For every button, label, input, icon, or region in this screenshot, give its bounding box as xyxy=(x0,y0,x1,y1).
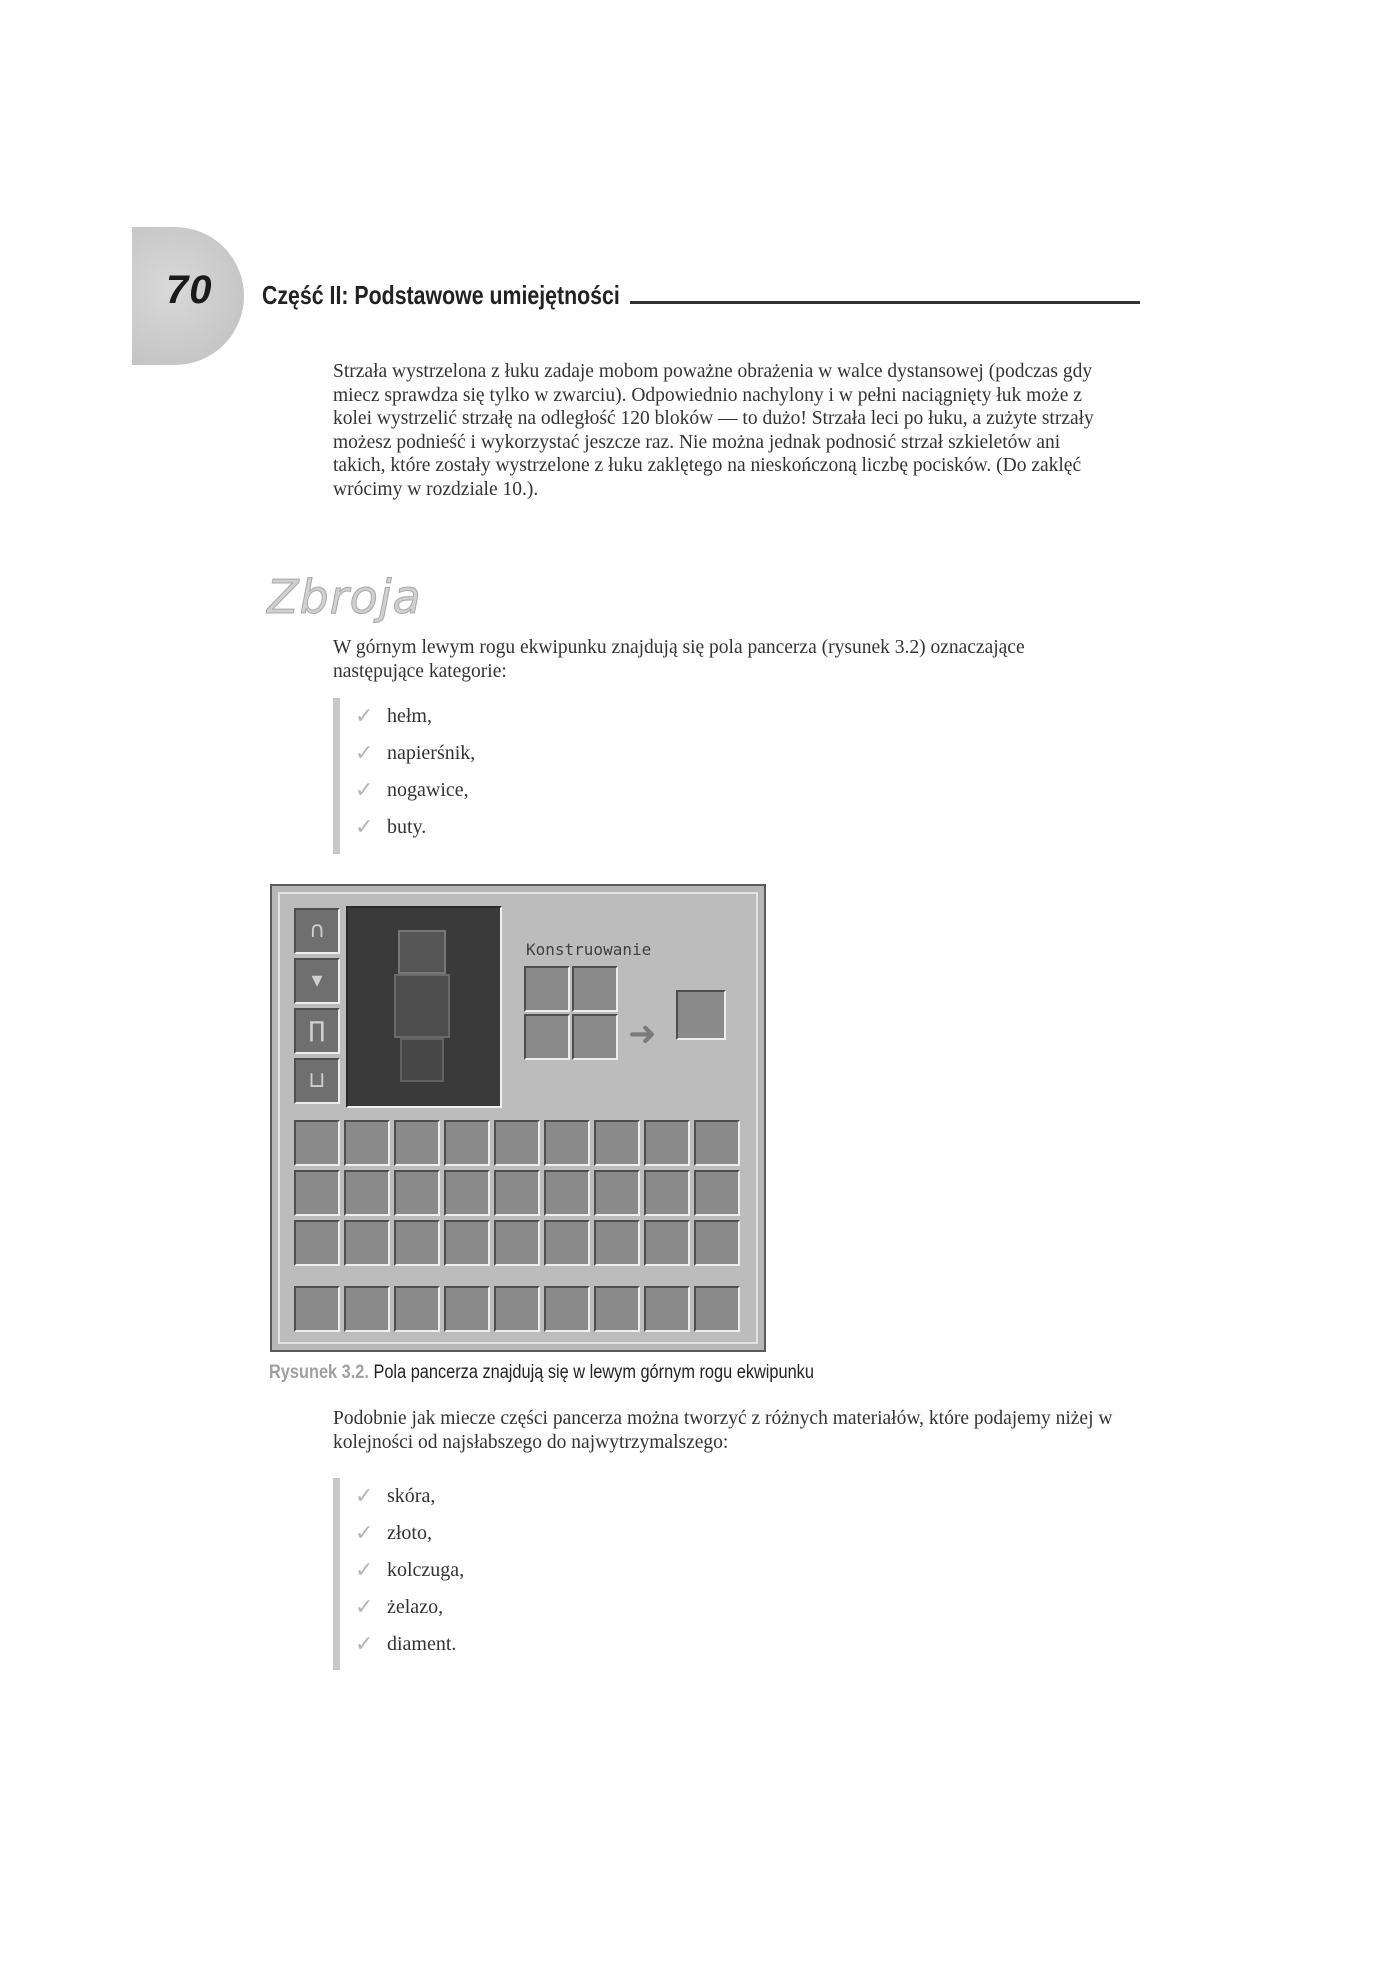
checkmark-icon: ✓ xyxy=(355,1521,374,1546)
paragraph-bow: Strzała wystrzelona z łuku zadaje mobom poważne obrażenia w walce dystansowej (podczas gdy miecz sprawdza się tylko w zwarciu). Odpowiednio nachylony i w pełni naciągnięty łuk może z kolei wystrzelić strzałę na odległość 120 bloków — to dużo! Strzała leci po łuku, a zużyte strzały możesz podnieść i wykorzystać jeszcze raz. Nie można jednak podnosić strzał szkieletów ani takich, które zostały wystrzelone z łuku zaklętego na nieskończoną liczbę pocisków. (Do zaklęć wrócimy w rozdziale 10.). xyxy=(333,361,1094,500)
boots-icon: ⊔ xyxy=(308,1068,326,1093)
inventory-slot xyxy=(694,1120,740,1166)
caption-text: Pola pancerza znajdują się w lewym górnym rogu ekwipunku xyxy=(373,1362,814,1383)
inventory-slot xyxy=(444,1120,490,1166)
chestplate-slot xyxy=(294,958,340,1004)
chapter-title: Część II: Podstawowe umiejętności xyxy=(262,280,620,310)
list-item: ✓ złoto, xyxy=(355,1515,733,1552)
paragraph-materials: Podobnie jak miecze części pancerza można tworzyć z różnych materiałów, które podajemy niżej w kolejności od najsłabszego do najwytrzymalszego: xyxy=(333,1408,1113,1453)
hotbar-slot xyxy=(294,1286,340,1332)
armor-list xyxy=(333,698,733,854)
inventory-slot xyxy=(394,1120,440,1166)
player-body xyxy=(394,974,450,1038)
inventory-slot xyxy=(344,1170,390,1216)
checkmark-icon: ✓ xyxy=(355,815,374,840)
inventory-slot xyxy=(694,1170,740,1216)
inventory-slot xyxy=(594,1120,640,1166)
checkmark-icon: ✓ xyxy=(355,1558,374,1583)
hotbar-slot xyxy=(544,1286,590,1332)
list-item: ✓ żelazo, xyxy=(355,1589,733,1626)
section-heading: Zbroja xyxy=(267,570,422,624)
helmet-slot xyxy=(294,908,340,954)
hotbar-slot xyxy=(394,1286,440,1332)
list-item: ✓ napierśnik, xyxy=(355,735,733,772)
crafting-slot xyxy=(572,966,618,1012)
boots-slot xyxy=(294,1058,340,1104)
crafting-slot xyxy=(524,966,570,1012)
inventory-slot xyxy=(294,1120,340,1166)
inventory-slot xyxy=(494,1220,540,1266)
caption-label: Rysunek 3.2. xyxy=(269,1362,369,1383)
inventory-slot xyxy=(294,1220,340,1266)
crafting-output-slot xyxy=(676,990,726,1040)
list-item: ✓ buty. xyxy=(355,809,733,846)
leggings-slot xyxy=(294,1008,340,1054)
figure-caption xyxy=(269,1362,814,1384)
inventory-slot xyxy=(544,1170,590,1216)
inventory-slot xyxy=(544,1120,590,1166)
inventory-slot xyxy=(444,1220,490,1266)
list-item: ✓ skóra, xyxy=(355,1478,733,1515)
inventory-slot xyxy=(644,1220,690,1266)
list-bar xyxy=(333,698,340,854)
list-item: ✓ diament. xyxy=(355,1626,733,1663)
checkmark-icon: ✓ xyxy=(355,1484,374,1509)
checkmark-icon: ✓ xyxy=(355,704,374,729)
inventory-slot xyxy=(344,1220,390,1266)
inventory-slot xyxy=(644,1170,690,1216)
inventory-slot xyxy=(494,1170,540,1216)
list-item: ✓ hełm, xyxy=(355,698,733,735)
inventory-slot xyxy=(394,1220,440,1266)
inventory-slot xyxy=(294,1170,340,1216)
checkmark-icon: ✓ xyxy=(355,778,374,803)
inventory-slot xyxy=(544,1220,590,1266)
right-arrow-icon: ➜ xyxy=(628,1014,657,1054)
leggings-icon: ∏ xyxy=(308,1018,326,1043)
checkmark-icon: ✓ xyxy=(355,1595,374,1620)
list-bar xyxy=(333,1478,340,1670)
inventory-panel xyxy=(278,892,758,1344)
inventory-slot xyxy=(594,1220,640,1266)
inventory-slot xyxy=(344,1120,390,1166)
inventory-slot xyxy=(444,1170,490,1216)
header-rule xyxy=(630,301,1140,304)
list-item: ✓ nogawice, xyxy=(355,772,733,809)
player-legs xyxy=(400,1038,444,1082)
page-number: 70 xyxy=(166,268,213,312)
hotbar-slot xyxy=(694,1286,740,1332)
hotbar-slot xyxy=(444,1286,490,1332)
chestplate-icon: ▾ xyxy=(311,968,323,993)
inventory-slot xyxy=(644,1120,690,1166)
list-item: ✓ kolczuga, xyxy=(355,1552,733,1589)
paragraph-armor-slots: W górnym lewym rogu ekwipunku znajdują się pola pancerza (rysunek 3.2) oznaczające następujące kategorie: xyxy=(333,637,1025,682)
checkmark-icon: ✓ xyxy=(355,741,374,766)
hotbar-slot xyxy=(644,1286,690,1332)
checkmark-icon: ✓ xyxy=(355,1632,374,1657)
inventory-slot xyxy=(394,1170,440,1216)
helmet-icon: ∩ xyxy=(308,918,326,943)
crafting-slot xyxy=(524,1014,570,1060)
hotbar-slot xyxy=(344,1286,390,1332)
player-head xyxy=(398,930,446,974)
materials-list xyxy=(333,1478,733,1670)
crafting-slot xyxy=(572,1014,618,1060)
hotbar-slot xyxy=(594,1286,640,1332)
player-preview xyxy=(346,906,502,1108)
inventory-figure xyxy=(270,884,766,1352)
hotbar-slot xyxy=(494,1286,540,1332)
inventory-slot xyxy=(494,1120,540,1166)
inventory-slot xyxy=(694,1220,740,1266)
crafting-label: Konstruowanie xyxy=(526,940,652,959)
inventory-slot xyxy=(594,1170,640,1216)
